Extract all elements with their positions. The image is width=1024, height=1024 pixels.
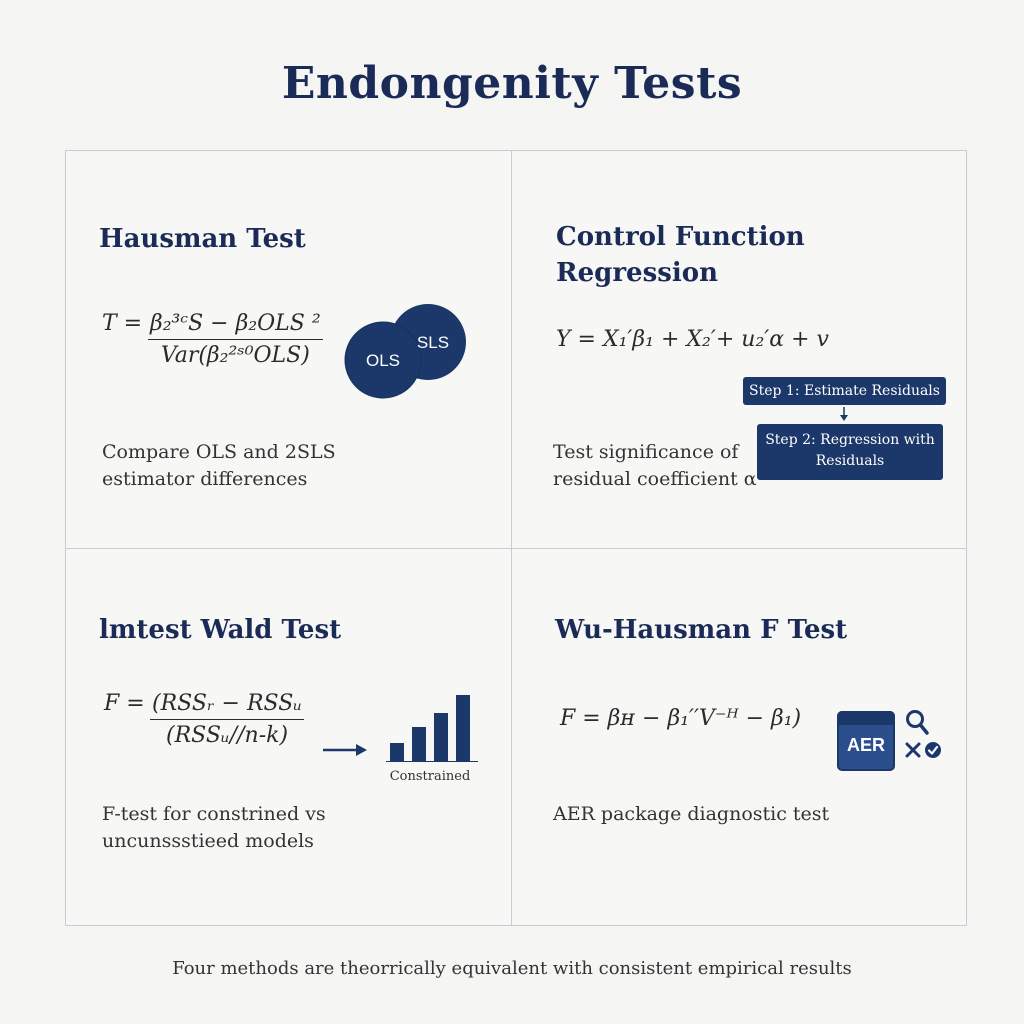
aer-badge-icon	[837, 711, 895, 771]
cell-title-control-line2: Regression	[556, 258, 718, 288]
step-arrow-icon	[838, 406, 850, 422]
bar-3	[434, 713, 448, 761]
x-icon	[905, 742, 921, 758]
bar-4	[456, 695, 470, 761]
magnifier-icon	[905, 709, 931, 737]
step-2-line1: Step 2: Regression with	[765, 432, 935, 448]
wald-formula-numerator: (RSSᵣ − RSSᵤ	[150, 691, 304, 720]
wald-description-line1: F-test for constrined vs	[102, 803, 326, 825]
cell-wu-hausman	[512, 549, 968, 927]
hausman-formula-denominator: Var(β₂²ˢ⁰OLS)	[160, 343, 310, 368]
hausman-description-line1: Compare OLS and 2SLS	[102, 441, 336, 463]
footer-note: Four methods are theorrically equivalent with consistent empirical results	[172, 958, 852, 979]
step-1-box: Step 1: Estimate Residuals	[743, 377, 946, 405]
wald-description-line2: uncunssstieed models	[102, 830, 314, 852]
hausman-description	[102, 439, 336, 493]
step-2-line2: Residuals	[815, 453, 885, 469]
venn-label-ols: OLS	[365, 351, 401, 370]
cell-control-function	[512, 151, 968, 548]
tests-grid	[65, 150, 967, 926]
arrow-right-icon	[322, 743, 368, 757]
hausman-formula-lhs: T =	[102, 311, 143, 336]
hausman-formula-numerator: β₂³ᶜS − β₂OLS ²	[148, 311, 323, 340]
wu-description: AER package diagnostic test	[553, 803, 830, 825]
step-2-box	[757, 424, 943, 480]
wald-formula-denominator: (RSSᵤ//n-k)	[166, 723, 289, 748]
cell-title-control-line1: Control Function	[556, 222, 805, 252]
chart-label: Constrained	[389, 769, 471, 784]
venn-label-sls: SLS	[416, 333, 450, 352]
cell-wald	[66, 549, 511, 927]
cell-title-wu-hausman: Wu-Hausman F Test	[555, 615, 848, 645]
cell-title-hausman: Hausman Test	[99, 224, 306, 254]
wald-description	[102, 801, 326, 855]
control-formula: Y = X₁′β₁ + X₂′+ u₂′α + v	[556, 327, 829, 352]
cell-hausman	[66, 151, 511, 548]
hausman-description-line2: estimator differences	[102, 468, 308, 490]
bar-2	[412, 727, 426, 761]
bar-chart	[386, 695, 478, 762]
control-description-line2: residual coefficient α	[553, 468, 757, 490]
cell-title-wald: lmtest Wald Test	[99, 615, 342, 645]
control-description-line1: Test significance of	[553, 441, 739, 463]
aer-badge-label: AER	[846, 735, 885, 755]
venn-diagram	[342, 296, 482, 406]
cell-title-control-function	[556, 219, 805, 291]
wald-formula-lhs: F =	[104, 691, 145, 716]
bar-1	[390, 743, 404, 761]
page-title: Endongenity Tests	[281, 58, 743, 109]
wu-formula: F = βʜ − β₁′′V⁻ᴴ − β₁)	[560, 706, 802, 731]
check-circle-icon	[924, 741, 942, 759]
calendar-header	[837, 711, 895, 725]
control-description	[553, 439, 757, 493]
